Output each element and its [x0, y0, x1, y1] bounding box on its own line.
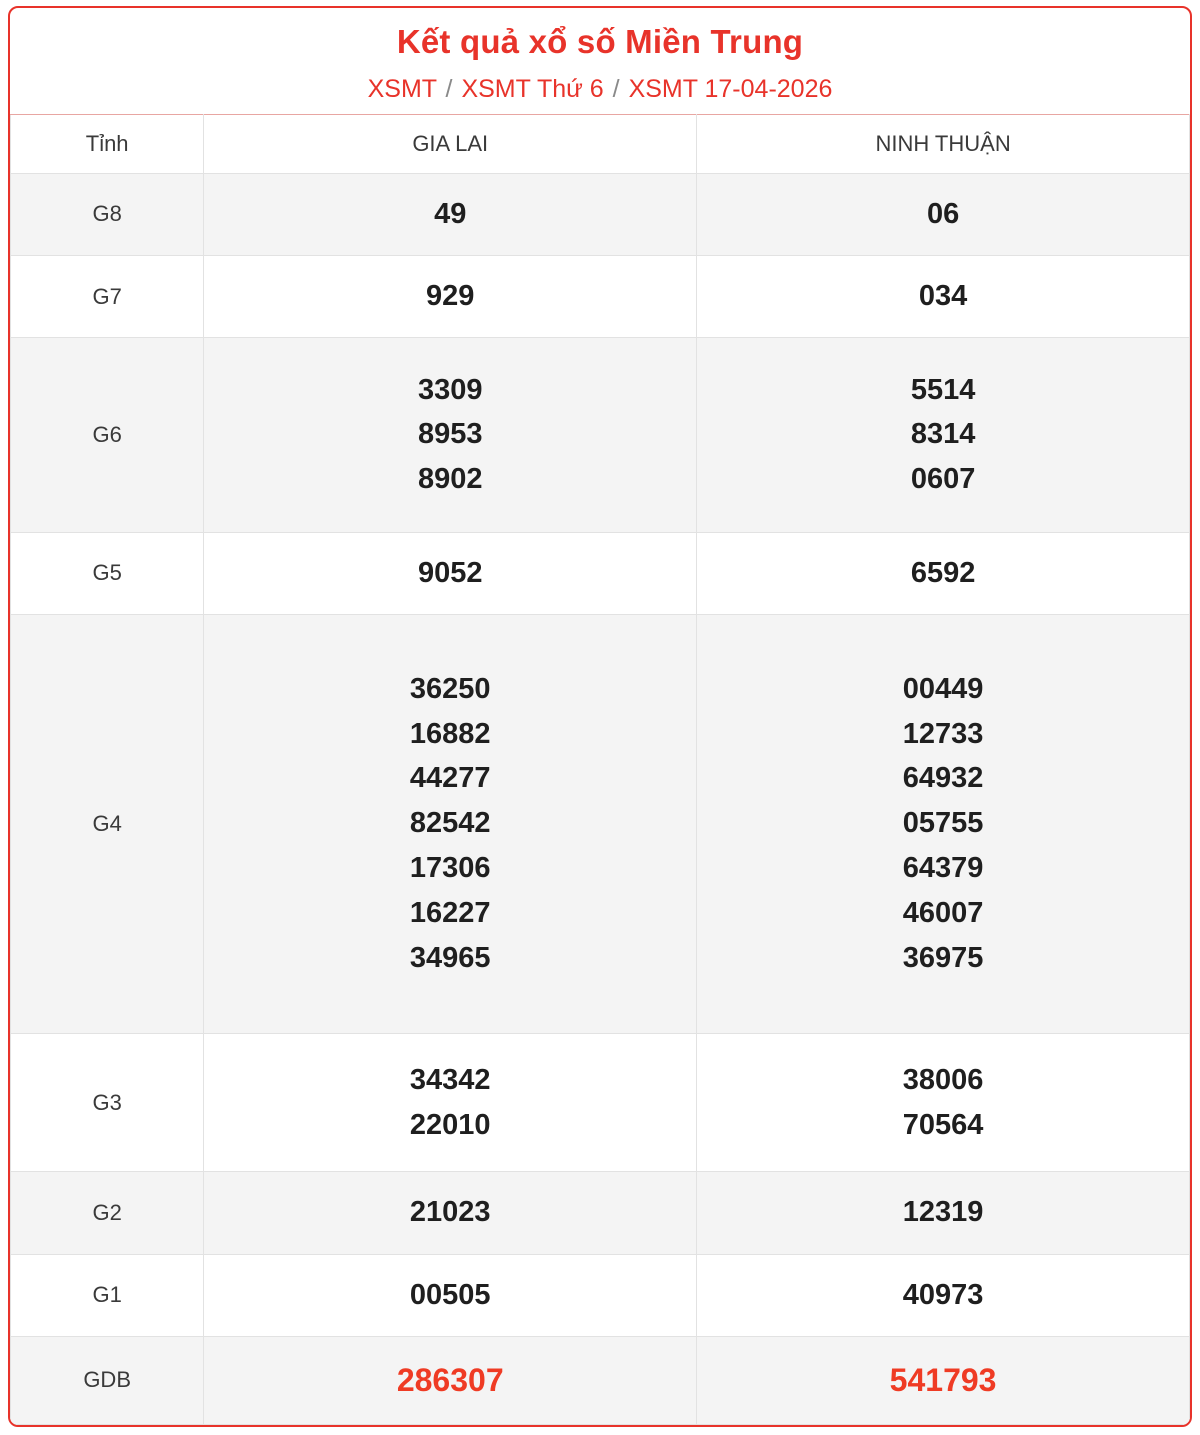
prize-values-gia-lai	[204, 173, 697, 255]
prize-values-gia-lai	[204, 1172, 697, 1254]
prize-label: G1	[11, 1254, 204, 1336]
prize-values-gia-lai	[204, 1033, 697, 1171]
prize-label: G5	[11, 532, 204, 614]
prize-number: 70564	[902, 1108, 984, 1141]
table-row	[11, 1254, 1190, 1336]
prize-label: G3	[11, 1033, 204, 1171]
prize-number: 06	[926, 197, 960, 230]
prize-number: 36250	[409, 672, 491, 705]
prize-label: G8	[11, 173, 204, 255]
prize-number: 44277	[409, 762, 491, 795]
table-row	[11, 614, 1190, 1033]
breadcrumb-separator: /	[445, 74, 453, 103]
prize-number: 929	[426, 280, 475, 313]
breadcrumb-item-weekday[interactable]: XSMT Thứ 6	[461, 74, 604, 103]
prize-number: 36975	[902, 942, 984, 975]
prize-number: 00505	[409, 1278, 491, 1311]
prize-values-gia-lai	[204, 614, 697, 1033]
table-row	[11, 1033, 1190, 1171]
prize-number: 16227	[409, 897, 491, 930]
breadcrumb	[20, 74, 1180, 104]
prize-number: 17306	[409, 852, 491, 885]
prize-number: 64379	[902, 852, 984, 885]
prize-number: 38006	[902, 1063, 984, 1096]
prize-values-gia-lai	[204, 338, 697, 532]
prize-values-ninh-thuan	[697, 614, 1190, 1033]
table-row	[11, 173, 1190, 255]
column-header-ninh-thuan: NINH THUẬN	[697, 114, 1190, 173]
prize-values-ninh-thuan	[697, 1336, 1190, 1424]
card-header	[10, 8, 1190, 114]
prize-number: 12319	[902, 1196, 984, 1229]
prize-number: 9052	[417, 556, 483, 589]
prize-number: 3309	[417, 373, 483, 406]
prize-label: G6	[11, 338, 204, 532]
table-header	[11, 114, 1190, 173]
prize-number: 541793	[889, 1361, 997, 1398]
prize-values-ninh-thuan	[697, 1033, 1190, 1171]
table-row	[11, 338, 1190, 532]
page-title: Kết quả xổ số Miền Trung	[396, 23, 804, 60]
prize-values-gia-lai	[204, 532, 697, 614]
prize-label: G7	[11, 255, 204, 337]
prize-number: 64932	[902, 762, 984, 795]
results-table	[10, 114, 1190, 1425]
prize-number: 40973	[902, 1278, 984, 1311]
table-header-row	[11, 114, 1190, 173]
prize-number: 49	[434, 197, 467, 230]
prize-number: 34965	[409, 942, 491, 975]
lottery-result-card	[8, 6, 1192, 1427]
breadcrumb-separator: /	[612, 74, 620, 103]
prize-number: 12733	[902, 717, 984, 750]
prize-label: G2	[11, 1172, 204, 1254]
prize-values-ninh-thuan	[697, 1254, 1190, 1336]
prize-number: 5514	[910, 373, 976, 406]
prize-number: 34342	[409, 1063, 491, 1096]
breadcrumb-item-date[interactable]: XSMT 17-04-2026	[628, 74, 833, 103]
prize-number: 0607	[910, 463, 976, 496]
column-header-province: Tỉnh	[11, 114, 204, 173]
prize-number: 8902	[417, 463, 483, 496]
prize-number: 21023	[409, 1196, 491, 1229]
prize-values-ninh-thuan	[697, 532, 1190, 614]
prize-values-gia-lai	[204, 1336, 697, 1424]
prize-values-ninh-thuan	[697, 255, 1190, 337]
table-row-special-prize	[11, 1336, 1190, 1424]
table-body	[11, 173, 1190, 1424]
prize-number: 286307	[396, 1361, 504, 1398]
prize-number: 05755	[902, 807, 984, 840]
prize-number: 034	[918, 280, 968, 313]
prize-label: G4	[11, 614, 204, 1033]
prize-values-ninh-thuan	[697, 173, 1190, 255]
table-row	[11, 255, 1190, 337]
prize-number: 22010	[409, 1108, 491, 1141]
prize-values-gia-lai	[204, 1254, 697, 1336]
table-row	[11, 1172, 1190, 1254]
table-row	[11, 532, 1190, 614]
prize-values-ninh-thuan	[697, 338, 1190, 532]
prize-number: 82542	[409, 807, 491, 840]
prize-number: 16882	[409, 717, 491, 750]
prize-number: 8953	[417, 418, 483, 451]
prize-label: GDB	[11, 1336, 204, 1424]
breadcrumb-item-region[interactable]: XSMT	[367, 74, 437, 103]
prize-values-ninh-thuan	[697, 1172, 1190, 1254]
prize-number: 8314	[910, 418, 976, 451]
prize-values-gia-lai	[204, 255, 697, 337]
column-header-gia-lai: GIA LAI	[204, 114, 697, 173]
prize-number: 00449	[902, 672, 984, 705]
prize-number: 6592	[910, 556, 976, 589]
prize-number: 46007	[902, 897, 984, 930]
